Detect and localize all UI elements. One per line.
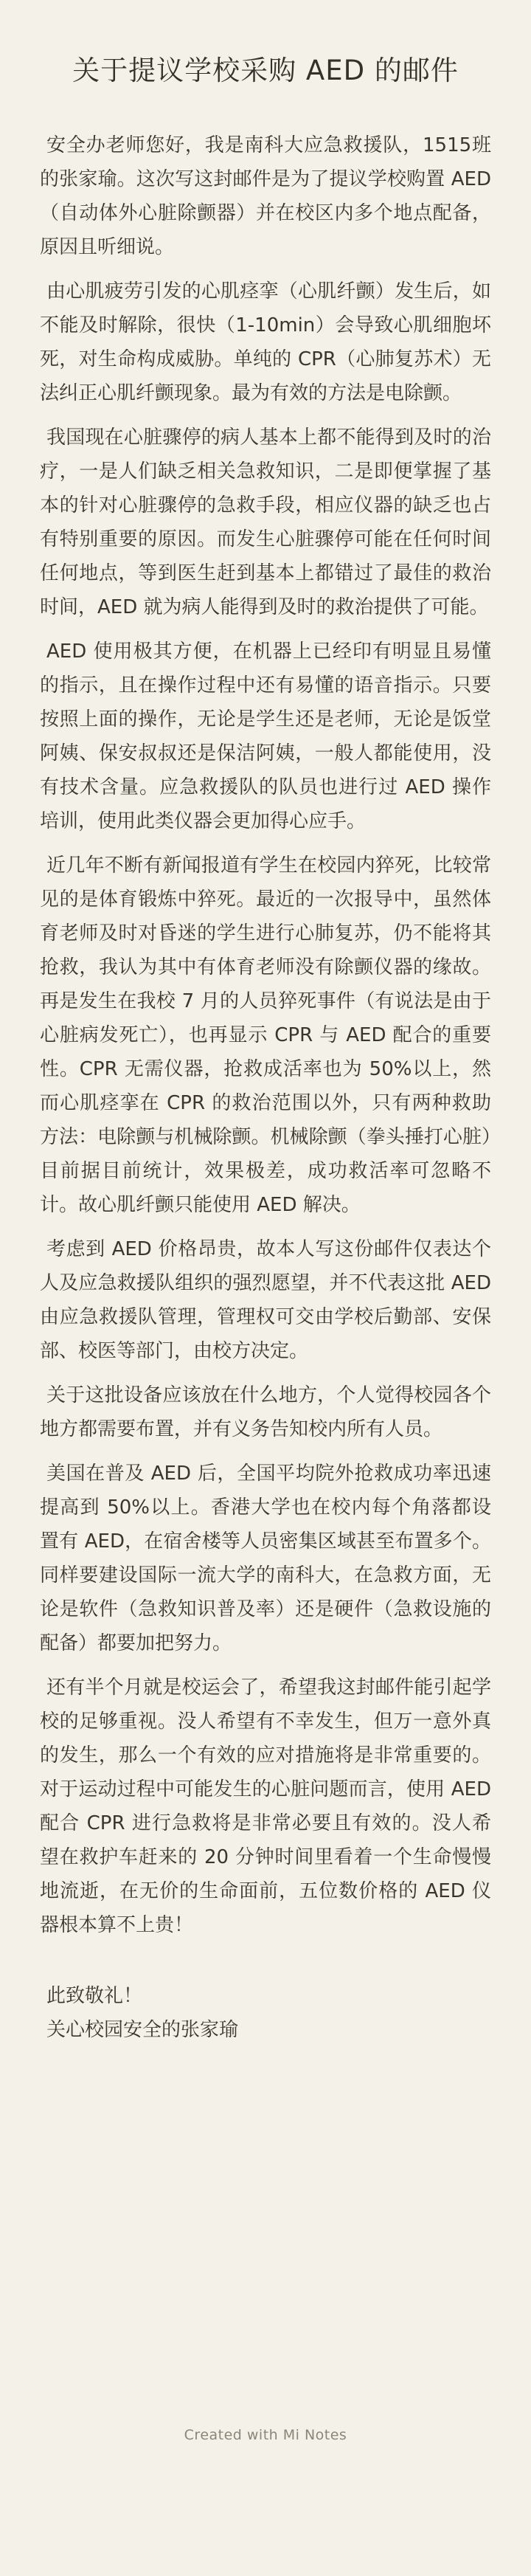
- paragraph-examples: 美国在普及 AED 后，全国平均院外抢救成功率迅速提高到 50%以上。香港大学也在校内每个角落都设置有 AED，在宿舍楼等人员密集区域甚至布置多个。同样要建设国际一流大学的南科大，在急救方面，无论是软件（急救知识普及率）还是硬件（急救设施的配备）都要加把努力。: [40, 1463, 491, 1654]
- paragraph-news: 近几年不断有新闻报道有学生在校园内猝死，比较常见的是体育锻炼中猝死。最近的一次报导中，虽然体育老师及时对昏迷的学生进行心肺复苏，仍不能将其抢救，我认为其中有体育老师没有除颤仪器的缘故。再是发生在我校 7 月的人员猝死事件（有说法是由于心脏病发死亡），也再显示 CPR 与 AED 配合的重要性。CPR 无需仪器，抢救成活率也为 50%以上，然而心肌痉挛在 CPR 的救治范围以外，只有两种救助方法：电除颤与机械除颤。机械除颤（拳头捶打心脏）目前据目前统计，效果极差，成功救活率可忽略不计。故心肌纤颤只能使用 AED 解决。: [40, 854, 491, 1216]
- paragraph-greeting: 安全办老师您好，我是南科大应急救援队，1515班的张家瑜。这次写这封邮件是为了提议学校购置 AED（自动体外心脏除颤器）并在校区内多个地点配备，原因且听细说。: [40, 134, 491, 258]
- paragraph-sports-meet: 还有半个月就是校运会了，希望我这封邮件能引起学校的足够重视。没人希望有不幸发生，但万一意外真的发生，那么一个有效的应对措施将是非常重要的。对于运动过程中可能发生的心脏问题而言，使用 AED 配合 CPR 进行急救将是非常必要且有效的。没人希望在救护车赶来的 20 分钟时间里看着一个生命慢慢地流逝，在无价的生命面前，五位数价格的 AED 仪器根本算不上贵！: [40, 1677, 491, 1936]
- footer-credit: Created with Mi Notes: [184, 2427, 347, 2443]
- closing-block: [40, 1979, 491, 2047]
- paragraph-aed-usage: AED 使用极其方便，在机器上已经印有明显且易懂的指示，且在操作过程中还有易懂的语音指示。只要按照上面的操作，无论是学生还是老师，无论是饭堂阿姨、保安叔叔还是保洁阿姨，一般人都能使用，没有技术含量。应急救援队的队员也进行过 AED 操作培训，使用此类仪器会更加得心应手。: [40, 640, 491, 832]
- signature: 关心校园安全的张家瑜: [46, 2019, 239, 2041]
- closing-salutation: 此致敬礼！: [46, 1985, 143, 2007]
- paragraph-cardiac-arrest: 我国现在心脏骤停的病人基本上都不能得到及时的治疗，一是人们缺乏相关急救知识，二是即便掌握了基本的针对心脏骤停的急救手段，相应仪器的缺乏也占有特别重要的原因。而发生心脏骤停可能在任何时间任何地点，等到医生赶到基本上都错过了最佳的救治时间，AED 就为病人能得到及时的救治提供了可能。: [40, 427, 491, 618]
- paragraph-placement: 关于这批设备应该放在什么地方，个人觉得校园各个地方都需要布置，并有义务告知校内所有人员。: [40, 1384, 491, 1440]
- note-title: 关于提议学校采购 AED 的邮件: [72, 55, 459, 86]
- paragraph-cost: 考虑到 AED 价格昂贵，故本人写这份邮件仅表达个人及应急救援队组织的强烈愿望，并不代表这批 AED 由应急救援队管理，管理权可交由学校后勤部、安保部、校医等部门，由校方决定。: [40, 1238, 491, 1362]
- paragraph-fibrillation: 由心肌疲劳引发的心肌痉挛（心肌纤颤）发生后，如不能及时解除，很快（1-10min）会导致心肌细胞坏死，对生命构成威胁。单纯的 CPR（心肺复苏术）无法纠正心肌纤颤现象。最为有效的方法是电除颤。: [40, 280, 491, 404]
- note-body: [40, 128, 491, 1942]
